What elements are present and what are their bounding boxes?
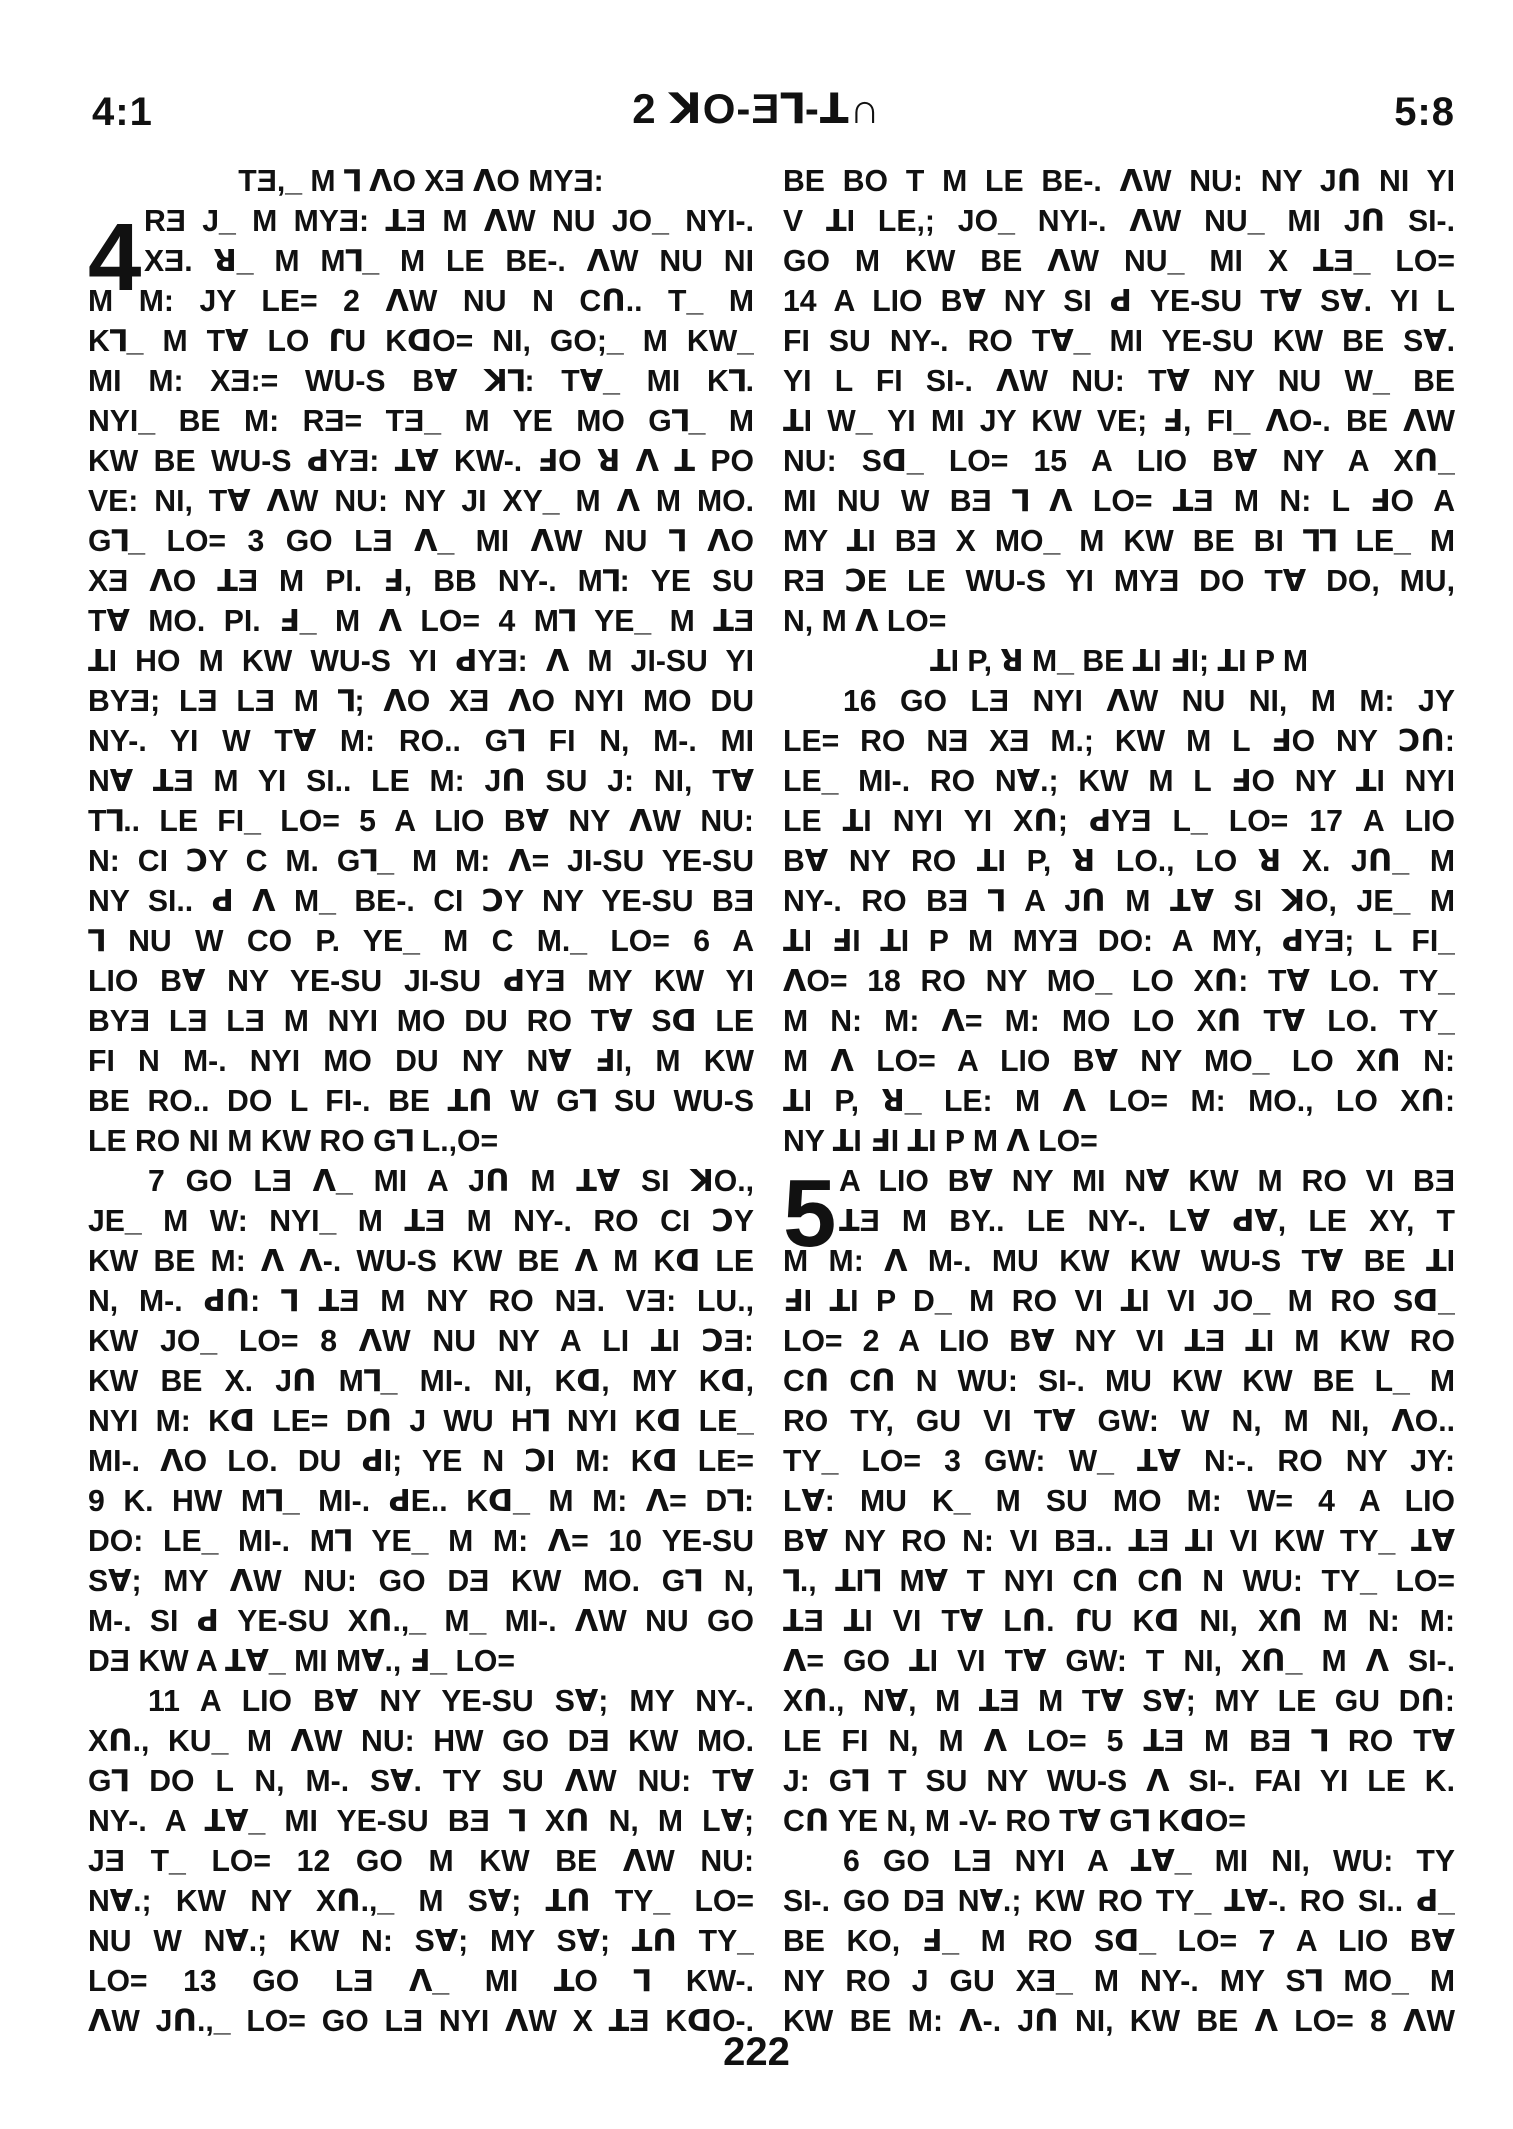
- text-line: SI-. GO DƎ Nꓯ.; KW RO TY_ ꓕꓯ-. RO SI.. ꓒ_: [783, 1885, 1455, 1918]
- text-line: BYƎ; LƎ LƎ M ꓶ; ꓥO XƎ ꓥO NYI MO DU: [88, 685, 754, 718]
- text-line: Tꓶ.. LE FI_ LO= 5 A LIO Bꓯ NY ꓥW NU:: [88, 805, 754, 838]
- text-line: ꓞI ꓕI P D_ M RO VI ꓕI VI JO_ M RO Sꓷ_: [783, 1285, 1455, 1318]
- text-line: MI NU W BƎ ꓶ ꓥ LO= ꓕƎ M N: L ꓞO A: [783, 485, 1455, 518]
- text-line: ꓕƎ ꓕI VI Tꓯ Lꓵ. ꓩU Kꓷ NI, Xꓵ M N: M:: [783, 1605, 1455, 1638]
- text-line: NY SI.. ꓒ ꓥ M_ BE-. CI ꓛY NY YE-SU BƎ: [88, 885, 754, 918]
- text-line: Bꓯ NY RO N: VI BƎ.. ꓕƎ ꓕI VI KW TY_ ꓕꓯ: [783, 1525, 1455, 1558]
- chapter-number-drop-cap: 4: [88, 204, 142, 311]
- text-line: ꓕI HO M KW WU-S YI ꓒYƎ: ꓥ M JI-SU YI: [88, 645, 754, 678]
- text-line: 14 A LIO Bꓯ NY SI ꓒ YE-SU Tꓯ Sꓯ. YI L: [783, 285, 1455, 318]
- text-line: Bꓯ NY RO ꓕI P, ꓤ LO., LO ꓤ X. Jꓵ_ M: [783, 845, 1455, 878]
- text-line: LO= 13 GO LƎ ꓥ_ MI ꓕO ꓶ KW-.: [88, 1965, 754, 1998]
- text-line: ꓕI ꓞI ꓕI P M MYƎ DO: A MY, ꓒYƎ; L FI_: [783, 925, 1455, 958]
- text-line: LO= 2 A LIO Bꓯ NY VI ꓕƎ ꓕI M KW RO: [783, 1325, 1455, 1358]
- text-line: ꓥW Jꓵ.,_ LO= GO LƎ NYI ꓥW X ꓕƎ KꓷO-.: [88, 2005, 754, 2038]
- text-line: FI SU NY-. RO Tꓯ_ MI YE-SU KW BE Sꓯ.: [783, 325, 1455, 358]
- chapter-4-opening: [88, 202, 754, 2042]
- text-line: NYI M: Kꓷ LE= Dꓵ J WU Hꓶ NYI Kꓷ LE_: [88, 1405, 754, 1438]
- text-line: Gꓶ_ LO= 3 GO LƎ ꓥ_ MI ꓥW NU ꓶ ꓥO: [88, 525, 754, 558]
- chapter-5-opening: [783, 1162, 1455, 2042]
- text-line: LE ꓕI NYI YI Xꓵ; ꓒYƎ L_ LO= 17 A LIO: [783, 805, 1455, 838]
- text-line: TY_ LO= 3 GW: W_ ꓕꓯ N:-. RO NY JY:: [783, 1445, 1455, 1478]
- text-line: 9 K. HW Mꓶ_ MI-. ꓒE.. Kꓷ_ M M: ꓥ= Dꓶ:: [88, 1485, 754, 1518]
- text-line: V ꓕI LE,; JO_ NYI-. ꓥW NU_ MI Jꓵ SI-.: [783, 205, 1455, 238]
- text-line: FI N M-. NYI MO DU NY Nꓯ ꓞI, M KW: [88, 1045, 754, 1078]
- text-line: DO: LE_ MI-. Mꓶ YE_ M M: ꓥ= 10 YE-SU: [88, 1525, 754, 1558]
- text-line: VE: NI, Tꓯ ꓥW NU: NY JI XY_ M ꓥ M MO.: [88, 485, 754, 518]
- header-book-title: 2 ꓘO-Ǝꓶ-ꓕ∩: [632, 85, 881, 132]
- text-line: 7 GO LƎ ꓥ_ MI A Jꓵ M ꓕꓯ SI ꓘO.,: [148, 1165, 754, 1198]
- text-line: GO M KW BE ꓥW NU_ MI X ꓕƎ_ LO=: [783, 245, 1455, 278]
- right-text-lines-c: [783, 1162, 1455, 2042]
- text-line: NU W Nꓯ.; KW N: Sꓯ; MY Sꓯ; ꓕꓵ TY_: [88, 1925, 754, 1958]
- right-column: [783, 162, 1455, 2042]
- section-subheading: ꓕI P, ꓤ M_ BE ꓕI ꓞI; ꓕI P M: [930, 645, 1308, 678]
- text-line: LE FI N, M ꓥ LO= 5 ꓕƎ M BƎ ꓶ RO Tꓯ: [783, 1725, 1455, 1758]
- text-line: JƎ T_ LO= 12 GO M KW BE ꓥW NU:: [88, 1845, 754, 1878]
- text-line: N, M-. ꓒꓵ: ꓶ ꓕƎ M NY RO NƎ. VƎ: LU.,: [88, 1285, 754, 1318]
- text-line: Sꓯ; MY ꓥW NU: GO DƎ KW MO. Gꓶ N,: [88, 1565, 754, 1598]
- right-text-lines-a: [783, 162, 1455, 642]
- text-line: ꓥ= GO ꓕI VI Tꓯ GW: T NI, Xꓵ_ M ꓥ SI-.: [783, 1645, 1455, 1678]
- text-line: LE RO NI M KW RO Gꓶ L.,O=: [88, 1125, 499, 1158]
- text-line: Nꓯ.; KW NY Xꓵ.,_ M Sꓯ; ꓕꓵ TY_ LO=: [88, 1885, 754, 1918]
- text-line: N: CI ꓛY C M. Gꓶ_ M M: ꓥ= JI-SU YE-SU: [88, 845, 754, 878]
- header-left-reference: 4:1: [92, 90, 153, 134]
- text-line: XƎ ꓥO ꓕƎ M PI. ꓞ, BB NY-. Mꓶ: YE SU: [88, 565, 754, 598]
- text-line: YI L FI SI-. ꓥW NU: Tꓯ NY NU W_ BE: [783, 365, 1455, 398]
- text-line: KW BE X. Jꓵ Mꓶ_ MI-. NI, Kꓷ, MY Kꓷ,: [88, 1365, 754, 1398]
- text-line: M-. SI ꓒ YE-SU Xꓵ.,_ M_ MI-. ꓥW NU GO: [88, 1605, 754, 1638]
- text-line: Tꓯ MO. PI. ꓞ_ M ꓥ LO= 4 Mꓶ YE_ M ꓕƎ: [88, 605, 754, 638]
- text-line: KW BE M: ꓥ ꓥ-. WU-S KW BE ꓥ M Kꓷ LE: [88, 1245, 754, 1278]
- text-line: DƎ KW A ꓕꓯ_ MI Mꓯ., ꓞ_ LO=: [88, 1645, 516, 1678]
- chapter-number-drop-cap: 5: [783, 1160, 837, 1267]
- text-line: J: Gꓶ T SU NY WU-S ꓥ SI-. FAI YI LE K.: [783, 1765, 1455, 1798]
- text-line: NY-. RO BƎ ꓶ A Jꓵ M ꓕꓯ SI ꓘO, JE_ M: [783, 885, 1455, 918]
- text-line: BYƎ LƎ LƎ M NYI MO DU RO Tꓯ Sꓷ LE: [88, 1005, 754, 1038]
- text-line: KW BE WU-S ꓒYƎ: ꓕꓯ KW-. ꓞO ꓤ ꓥ ꓕ PO: [88, 445, 754, 478]
- text-line: 6 GO LƎ NYI A ꓕꓯ_ MI NI, WU: TY: [843, 1845, 1455, 1878]
- text-line: LE= RO NƎ XƎ M.; KW M L ꓞO NY ꓛꓵ:: [783, 725, 1455, 758]
- text-line: KW JO_ LO= 8 ꓥW NU NY A LI ꓕI ꓛƎ:: [88, 1325, 754, 1358]
- text-line: Gꓶ DO L N, M-. Sꓯ. TY SU ꓥW NU: Tꓯ: [88, 1765, 754, 1798]
- text-line: NY-. A ꓕꓯ_ MI YE-SU BƎ ꓶ Xꓵ N, M Lꓯ;: [88, 1805, 754, 1838]
- text-line: XƎ. ꓤ_ M Mꓶ_ M LE BE-. ꓥW NU NI: [144, 245, 754, 278]
- text-line: MI-. ꓥO LO. DU ꓒI; YE N ꓛI M: Kꓷ LE=: [88, 1445, 754, 1478]
- text-line: NY-. YI W Tꓯ M: RO.. Gꓶ FI N, M-. MI: [88, 725, 754, 758]
- text-line: ꓶ., ꓕIꓶ Mꓯ T NYI Cꓵ Cꓵ N WU: TY_ LO=: [783, 1565, 1455, 1598]
- text-line: M M: ꓥ M-. MU KW KW WU-S Tꓯ BE ꓕI: [783, 1245, 1455, 1278]
- page-number: 222: [723, 2030, 790, 2074]
- text-line: Lꓯ: MU K_ M SU MO M: W= 4 A LIO: [783, 1485, 1455, 1518]
- text-line: KW BE M: ꓥ-. Jꓵ NI, KW BE ꓥ LO= 8 ꓥW: [783, 2005, 1455, 2038]
- text-line: LIO Bꓯ NY YE-SU JI-SU ꓒYƎ MY KW YI: [88, 965, 754, 998]
- text-line: A LIO Bꓯ NY MI Nꓯ KW M RO VI BƎ: [839, 1165, 1455, 1198]
- text-line: RO TY, GU VI Tꓯ GW: W N, M NI, ꓥO..: [783, 1405, 1455, 1438]
- text-line: ꓥO= 18 RO NY MO_ LO Xꓵ: Tꓯ LO. TY_: [783, 965, 1455, 998]
- text-line: M ꓥ LO= A LIO Bꓯ NY MO_ LO Xꓵ N:: [783, 1045, 1455, 1078]
- text-line: RƎ ꓛE LE WU-S YI MYƎ DO Tꓯ DO, MU,: [783, 565, 1455, 598]
- text-line: NY ꓕI ꓞI ꓕI P M ꓥ LO=: [783, 1125, 1098, 1158]
- text-line: ꓕI W_ YI MI JY KW VE; ꓞ, FI_ ꓥO-. BE ꓥW: [783, 405, 1455, 438]
- text-line: Cꓵ YE N, M -V- RO Tꓯ Gꓶ KꓷO=: [783, 1805, 1246, 1838]
- text-line: LE_ MI-. RO Nꓯ.; KW M L ꓞO NY ꓕI NYI: [783, 765, 1455, 798]
- text-line: NYI_ BE M: RƎ= TƎ_ M YE MO Gꓶ_ M: [88, 405, 754, 438]
- text-line: ꓕI P, ꓤ_ LE: M ꓥ LO= M: MO., LO Xꓵ:: [783, 1085, 1455, 1118]
- header-right-reference: 5:8: [1394, 90, 1455, 134]
- text-line: RƎ J_ M MYƎ: ꓕƎ M ꓥW NU JO_ NYI-.: [144, 205, 754, 238]
- text-line: Cꓵ Cꓵ N WU: SI-. MU KW KW BE L_ M: [783, 1365, 1455, 1398]
- text-line: BE BO T M LE BE-. ꓥW NU: NY Jꓵ NI YI: [783, 165, 1455, 198]
- section-heading: TƎ,_ M ꓶ ꓥO XƎ ꓥO MYƎ:: [238, 165, 604, 198]
- text-line: ꓕƎ M BY.. LE NY-. Lꓯ ꓒꓯ, LE XY, T: [839, 1205, 1455, 1238]
- text-line: NU: Sꓷ_ LO= 15 A LIO Bꓯ NY A Xꓵ_: [783, 445, 1455, 478]
- text-line: 11 A LIO Bꓯ NY YE-SU Sꓯ; MY NY-.: [148, 1685, 754, 1718]
- text-line: MY ꓕI BƎ X MO_ M KW BE BI ꓶꓶ LE_ M: [783, 525, 1455, 558]
- text-line: M M: JY LE= 2 ꓥW NU N Cꓵ.. T_ M: [88, 285, 754, 318]
- left-text-lines: [88, 202, 754, 2042]
- text-line: BE RO.. DO L FI-. BE ꓕꓵ W Gꓶ SU WU-S: [88, 1085, 754, 1118]
- text-line: N, M ꓥ LO=: [783, 605, 947, 638]
- text-line: ꓶ NU W CO P. YE_ M C M._ LO= 6 A: [88, 925, 754, 958]
- text-line: M N: M: ꓥ= M: MO LO Xꓵ Tꓯ LO. TY_: [783, 1005, 1455, 1038]
- right-text-lines-b: [783, 682, 1455, 1162]
- text-line: MI M: XƎ:= WU-S Bꓯ ꓘꓶ: Tꓯ_ MI Kꓶ.: [88, 365, 754, 398]
- text-line: Kꓶ_ M Tꓯ LO ꓩU KꓷO= NI, GO;_ M KW_: [88, 325, 754, 358]
- text-line: Xꓵ., Nꓯ, M ꓕƎ M Tꓯ Sꓯ; MY LE GU Dꓵ:: [783, 1685, 1455, 1718]
- text-line: 16 GO LƎ NYI ꓥW NU NI, M M: JY: [843, 685, 1455, 718]
- text-line: JE_ M W: NYI_ M ꓕƎ M NY-. RO CI ꓛY: [88, 1205, 754, 1238]
- left-column: [88, 162, 754, 2042]
- text-line: NY RO J GU XƎ_ M NY-. MY Sꓶ MO_ M: [783, 1965, 1455, 1998]
- text-line: BE KO, ꓞ_ M RO Sꓷ_ LO= 7 A LIO Bꓯ: [783, 1925, 1455, 1958]
- text-line: Xꓵ., KU_ M ꓥW NU: HW GO DƎ KW MO.: [88, 1725, 754, 1758]
- text-line: Nꓯ ꓕƎ M YI SI.. LE M: Jꓵ SU J: NI, Tꓯ: [88, 765, 754, 798]
